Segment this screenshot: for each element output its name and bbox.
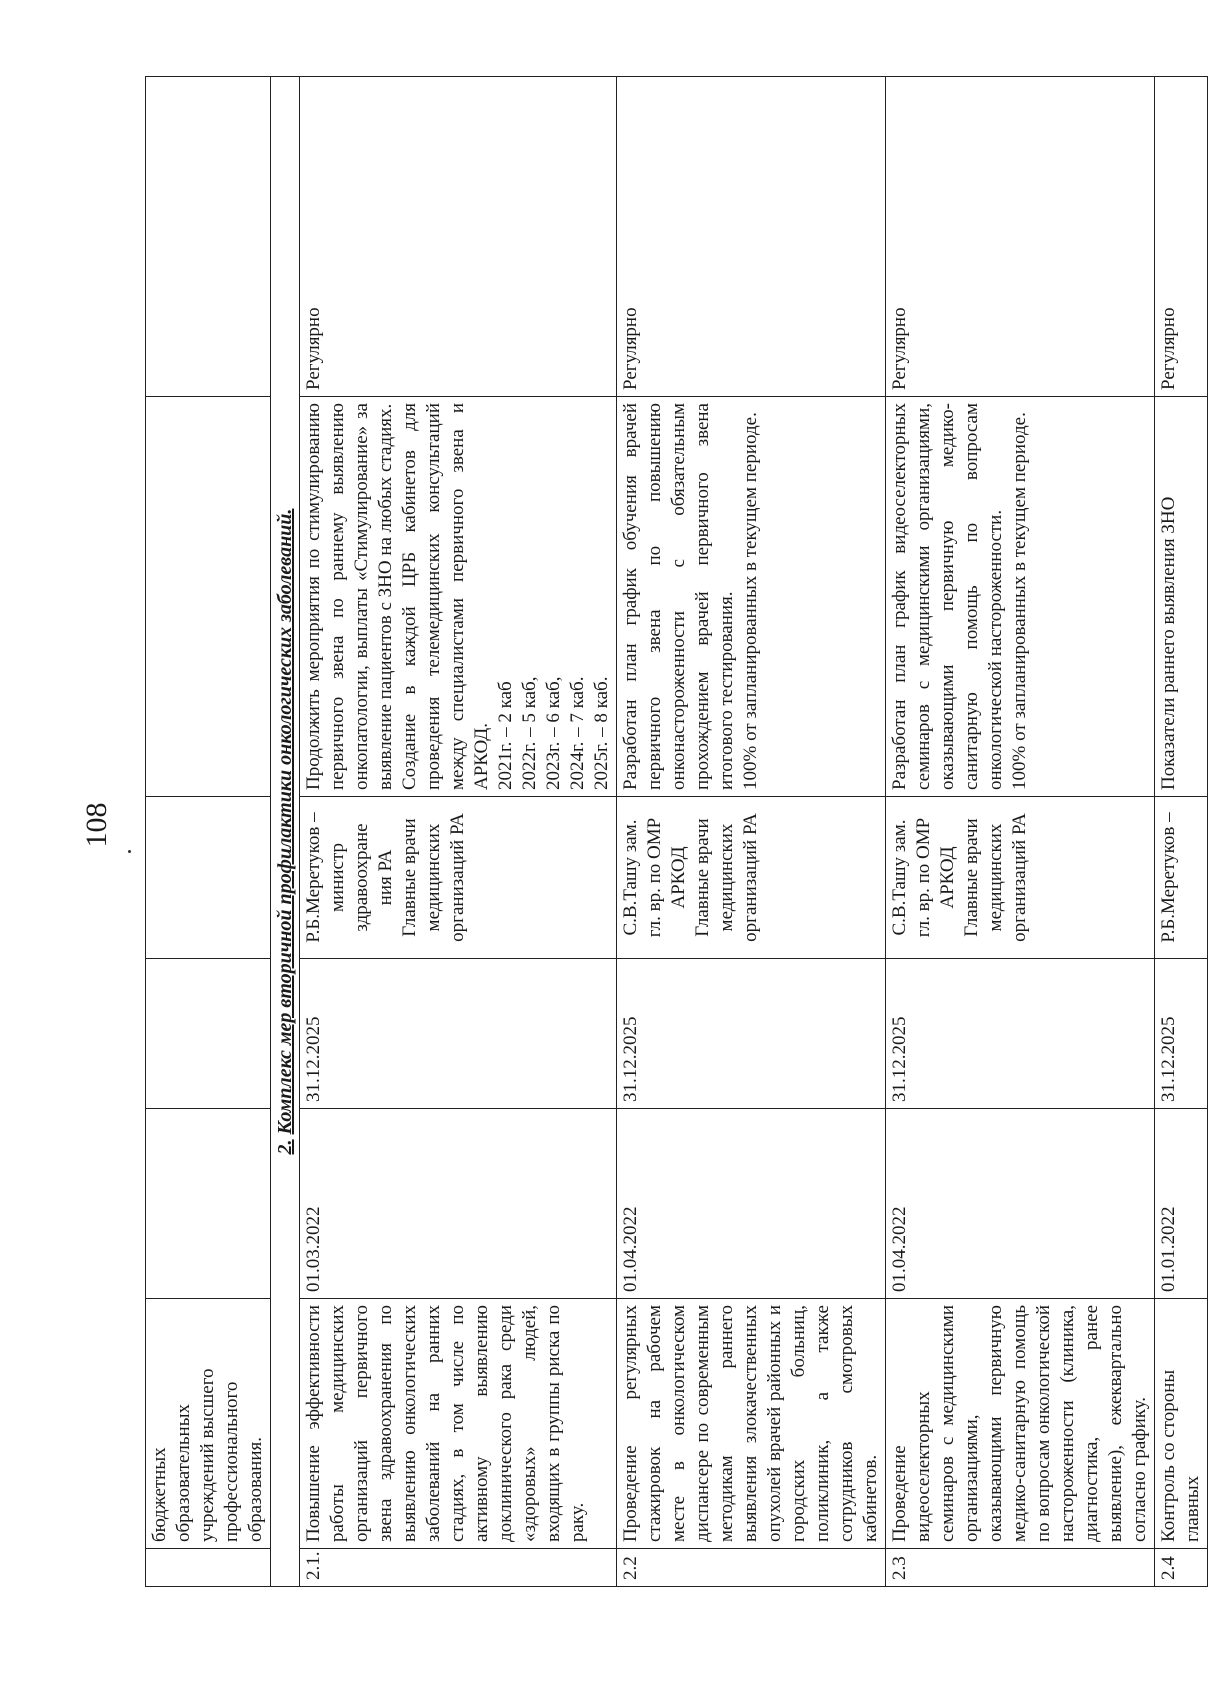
responsible-line: ния РА [375, 849, 396, 906]
continuation-empty-cell [146, 959, 271, 1109]
responsible-line: медицинских [423, 823, 444, 932]
start-date: 01.04.2022 [617, 1109, 886, 1299]
result-line: 2021г. – 2 каб [495, 681, 516, 790]
responsible-line: АРКОД [668, 846, 689, 909]
scan-speck [128, 850, 131, 853]
start-date: 01.04.2022 [886, 1109, 1155, 1299]
continuation-row [146, 77, 271, 1587]
result-line: 2023г. – 6 каб, [543, 676, 564, 790]
responsible-cell [617, 797, 886, 959]
continuation-num-cell [146, 1549, 271, 1587]
end-date: 31.12.2025 [300, 959, 617, 1109]
result-line: 100% от запланированных в текущем периоде. [1009, 412, 1030, 790]
measure-cell: Проведение видеоселекторных семинаров с медицинскими организациями, оказывающими первичную медико-санитарную помощь по вопросам онкологической настороженности (клиника, диагностика, ранее выявление), ежеквартально согласно графику. [886, 1299, 1155, 1549]
continuation-empty-cell [146, 77, 271, 397]
result-cell: Показатели раннего выявления ЗНО [1155, 397, 1208, 797]
responsible-line: Р.Б.Меретуков – [303, 812, 324, 943]
continuation-text-cell [146, 1299, 271, 1549]
responsible-line: гл. вр. по ОМР [644, 817, 665, 938]
measure-cell: Проведение регулярных стажировок на рабочем месте в онкологическом диспансере по современным методикам раннего выявления злокачественных опухолей врачей районных и городских больниц, поликлиник, а также сотрудников смотровых кабинетов. [617, 1299, 886, 1549]
end-date: 31.12.2025 [1155, 959, 1208, 1109]
frequency-cell: Регулярно [617, 77, 886, 397]
section-number: 2. [274, 1139, 296, 1155]
row-number: 2.1. [300, 1549, 617, 1587]
section-header-row [271, 77, 300, 1587]
responsible-line: АРКОД [937, 846, 958, 909]
responsible-cell [300, 797, 617, 959]
responsible-line: министр [327, 843, 348, 912]
continuation-empty-cell [146, 397, 271, 797]
continuation-line: бюджетных образовательных [149, 1404, 194, 1542]
responsible-line: здравоохране [351, 823, 372, 932]
result-line: 2022г. – 5 каб, [519, 676, 540, 790]
frequency-cell: Регулярно [300, 77, 617, 397]
table-row [886, 77, 1155, 1587]
responsible-cell [886, 797, 1155, 959]
responsible-line: Главные врачи [692, 818, 713, 937]
section-title [271, 77, 300, 1587]
responsible-line: медицинских [716, 823, 737, 932]
end-date: 31.12.2025 [886, 959, 1155, 1109]
responsible-line: медицинских [985, 823, 1006, 932]
measures-table [145, 76, 1208, 1587]
result-cell [300, 397, 617, 797]
responsible-line: С.В.Ташу зам. [889, 819, 910, 936]
row-number: 2.4 [1155, 1549, 1208, 1587]
result-line: Продолжить мероприятия по стимулированию первичного звена по раннему выявлению онкопатологии, выплаты «Стимулирование» за выявление пациентов с ЗНО на любых стадиях. [303, 403, 396, 790]
section-title-text: Комплекс мер вторичной профилактики онкологических заболеваний. [274, 508, 296, 1135]
responsible-line: гл. вр. по ОМР [913, 817, 934, 938]
frequency-cell: Регулярно [886, 77, 1155, 397]
result-cell [886, 397, 1155, 797]
continuation-empty-cell [146, 1109, 271, 1299]
result-line: Создание в каждой ЦРБ кабинетов для проведения телемедицинских консультаций между специалистами первичного звена и АРКОД. [399, 403, 492, 790]
result-line: 100% от запланированных в текущем периоде. [740, 412, 761, 790]
result-line: 2024г. – 7 каб. [567, 676, 588, 790]
measure-cell: Контроль со стороны главных [1155, 1299, 1208, 1549]
table-row [617, 77, 886, 1587]
responsible-line: Главные врачи [399, 818, 420, 937]
start-date: 01.01.2022 [1155, 1109, 1208, 1299]
row-number: 2.2 [617, 1549, 886, 1587]
continuation-line: профессионального образования. [221, 1381, 266, 1542]
table-row [1155, 77, 1208, 1587]
table-row [300, 77, 617, 1587]
rotated-table-container [145, 77, 1203, 1587]
responsible-cell: Р.Б.Меретуков – [1155, 797, 1208, 959]
end-date: 31.12.2025 [617, 959, 886, 1109]
responsible-line: организаций РА [1009, 813, 1030, 942]
page-number: 108 [80, 802, 113, 848]
responsible-line: организаций РА [447, 813, 468, 942]
result-line: Разработан план график видеоселекторных семинаров с медицинскими организациями, оказывающими первичную медико-санитарную помощь по вопросам онкологической настороженности. [889, 403, 1006, 790]
continuation-empty-cell [146, 797, 271, 959]
responsible-line: С.В.Ташу зам. [620, 819, 641, 936]
responsible-line: Главные врачи [961, 818, 982, 937]
measure-cell: Повышение эффективности работы медицинских организаций первичного звена здравоохранения по выявлению онкологических заболеваний на ранних стадиях, в том числе по активному выявлению доклинического рака среди «здоровых» людей, входящих в группы риска по раку. [300, 1299, 617, 1549]
continuation-line: учреждений высшего [197, 1368, 218, 1542]
result-line: Разработан план график обучения врачей первичного звена по повышению онконастороженности с обязательным прохождением врачей первичного звена итогового тестирования. [620, 403, 737, 790]
responsible-line: организаций РА [740, 813, 761, 942]
start-date: 01.03.2022 [300, 1109, 617, 1299]
result-cell [617, 397, 886, 797]
row-number: 2.3 [886, 1549, 1155, 1587]
frequency-cell: Регулярно [1155, 77, 1208, 397]
result-line: 2025г. – 8 каб. [591, 676, 612, 790]
